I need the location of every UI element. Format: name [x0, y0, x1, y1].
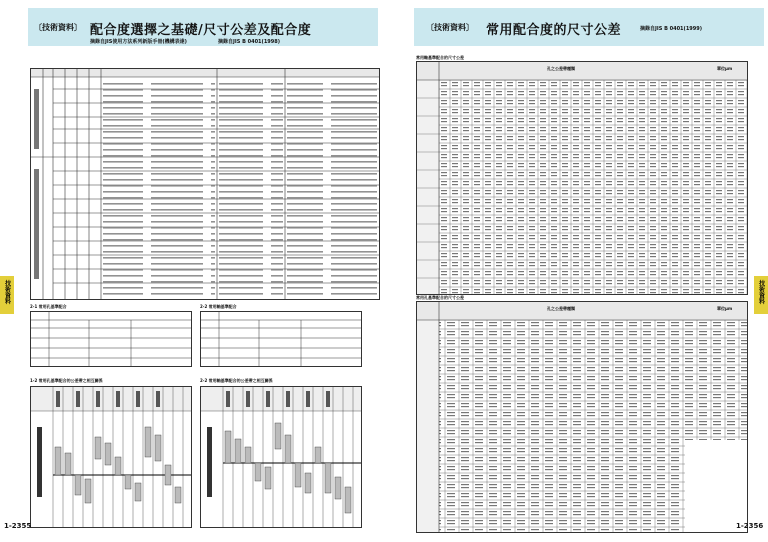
shaft-basis-tolerance-grid: [417, 62, 747, 294]
hole-basis-table: [30, 311, 192, 367]
caption-right-top-table: 常用軸基準配合的尺寸公差: [416, 55, 464, 60]
caption-chart-a: 1-2 常用孔基準配合的公差帶之相互關係: [30, 378, 103, 383]
right-page: [384, 0, 768, 542]
hole-basis-tolerance-chart: [30, 386, 192, 528]
right-side-tab: [754, 276, 768, 314]
caption-table-a: 2-1 常用孔基準配合: [30, 304, 67, 309]
caption-chart-b: 2-2 常用軸基準配合的公差帶之相互關係: [200, 378, 273, 383]
left-title-banner: [28, 8, 378, 46]
left-page-title: 配合度選擇之基礎/尺寸公差及配合度: [90, 23, 312, 38]
shaft-basis-table: [200, 311, 362, 367]
left-side-tab-label: 技術資料: [3, 280, 11, 304]
right-section-tag: 〔技術資料〕: [426, 23, 474, 32]
caption-table-b: 2-2 常用軸基準配合: [200, 304, 237, 309]
left-source-line-1: 摘錄自JIS使用方法系列新版手冊(機構表達): [90, 39, 187, 45]
right-bottom-unit: 單位μm: [717, 306, 733, 311]
right-side-tab-label: 技術資料: [757, 280, 765, 304]
fit-selection-table-grid: [31, 69, 379, 299]
shaft-basis-chart-graphic: [201, 387, 361, 527]
caption-right-bottom-table: 常用孔基準配合的尺寸公差: [416, 295, 464, 300]
right-page-title: 常用配合度的尺寸公差: [486, 23, 622, 38]
left-section-tag: 〔技術資料〕: [34, 23, 82, 32]
hole-basis-chart-graphic: [31, 387, 191, 527]
right-top-table-header: 孔之公差帶種類: [547, 66, 575, 71]
left-page-number: 1-2355: [4, 522, 32, 530]
fit-selection-table: [30, 68, 380, 300]
left-source-line-2: 摘錄自JIS B 0401(1998): [218, 39, 281, 45]
hole-basis-tolerance-table: [416, 301, 748, 533]
right-bottom-table-header: 孔之公差帶種類: [547, 306, 575, 311]
left-side-tab: [0, 276, 14, 314]
shaft-basis-table-grid: [201, 312, 361, 366]
hole-basis-table-grid: [31, 312, 191, 366]
right-top-unit: 單位μm: [717, 66, 733, 71]
shaft-basis-tolerance-chart: [200, 386, 362, 528]
right-page-number: 1-2356: [736, 522, 764, 530]
shaft-basis-tolerance-table: [416, 61, 748, 295]
hole-basis-tolerance-grid: [417, 302, 747, 532]
right-source-line: 摘錄自JIS B 0401(1999): [640, 26, 703, 32]
right-title-banner: [414, 8, 764, 46]
